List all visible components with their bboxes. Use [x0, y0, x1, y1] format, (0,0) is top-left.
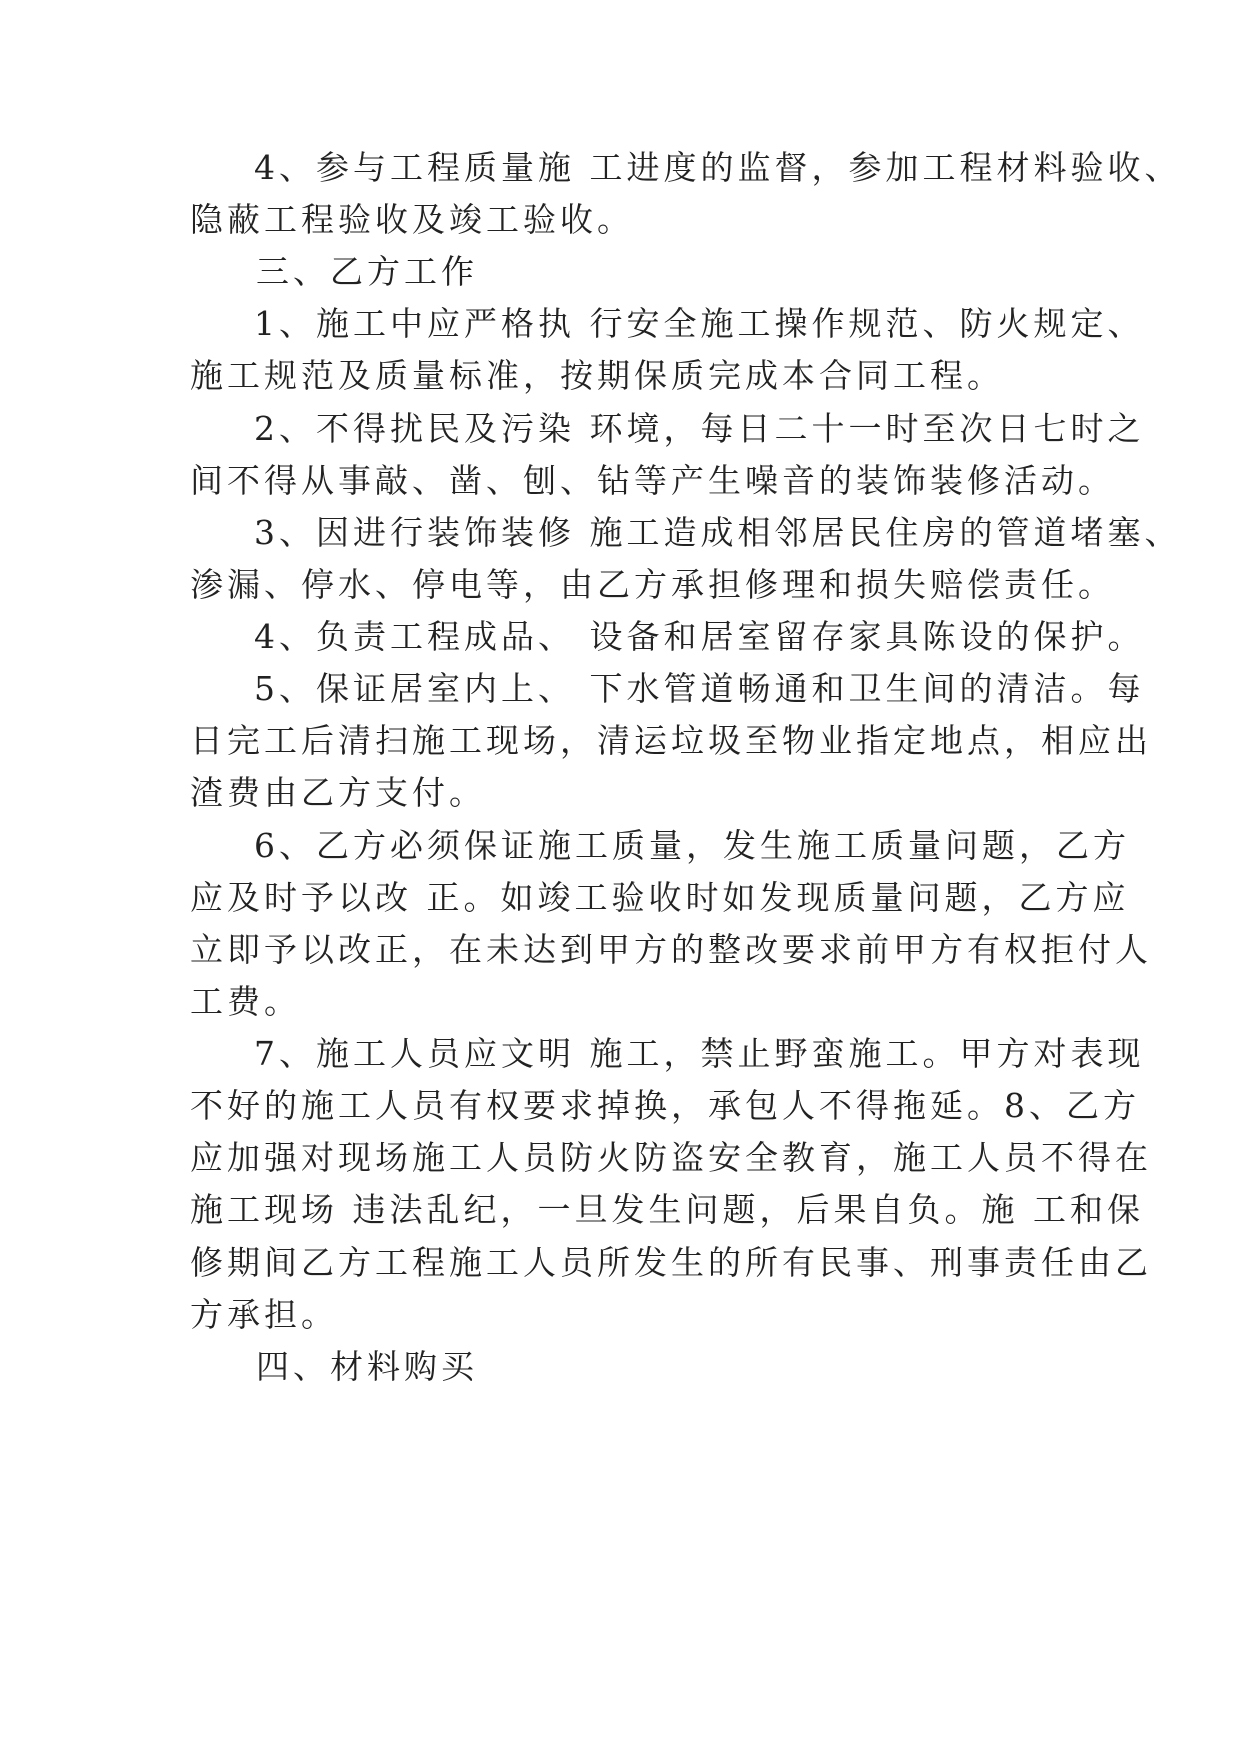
text-line: 立即予以改正，在未达到甲方的整改要求前甲方有权拒付人	[190, 930, 1152, 969]
text-line: 2、不得扰民及污染 环境，每日二十一时至次日七时之	[254, 409, 1145, 448]
text-line: 4、负责工程成品、 设备和居室留存家具陈设的保护。	[254, 617, 1145, 656]
text-line: 间不得从事敲、凿、刨、钻等产生噪音的装饰装修活动。	[190, 461, 1115, 500]
text-line: 不好的施工人员有权要求掉换，承包人不得拖延。8、乙方	[190, 1086, 1140, 1125]
text-line: 6、乙方必须保证施工质量，发生施工质量问题，乙方	[254, 826, 1130, 865]
section-heading: 四、材料购买	[256, 1347, 478, 1386]
text-line: 施工现场 违法乱纪，一旦发生问题，后果自负。施 工和保	[190, 1190, 1144, 1229]
text-line: 应加强对现场施工人员防火防盗安全教育，施工人员不得在	[190, 1138, 1152, 1177]
text-line: 工费。	[190, 982, 301, 1021]
text-line: 日完工后清扫施工现场，清运垃圾至物业指定地点，相应出	[190, 721, 1152, 760]
text-line: 修期间乙方工程施工人员所发生的所有民事、刑事责任由乙	[190, 1243, 1152, 1282]
text-line: 1、施工中应严格执 行安全施工操作规范、防火规定、	[254, 304, 1145, 343]
text-line: 渣费由乙方支付。	[190, 773, 486, 812]
text-line: 3、因进行装饰装修 施工造成相邻居民住房的管道堵塞、	[254, 513, 1182, 552]
text-line: 渗漏、停水、停电等，由乙方承担修理和损失赔偿责任。	[190, 565, 1115, 604]
text-line: 施工规范及质量标准，按期保质完成本合同工程。	[190, 356, 1004, 395]
text-line: 4、参与工程质量施 工进度的监督，参加工程材料验收、	[254, 148, 1182, 187]
text-line: 5、保证居室内上、 下水管道畅通和卫生间的清洁。每	[254, 669, 1145, 708]
text-line: 7、施工人员应文明 施工，禁止野蛮施工。甲方对表现	[254, 1034, 1145, 1073]
text-line: 隐蔽工程验收及竣工验收。	[190, 200, 634, 239]
text-line: 方承担。	[190, 1295, 338, 1334]
section-heading: 三、乙方工作	[256, 252, 478, 291]
text-line: 应及时予以改 正。如竣工验收时如发现质量问题，乙方应	[190, 878, 1130, 917]
